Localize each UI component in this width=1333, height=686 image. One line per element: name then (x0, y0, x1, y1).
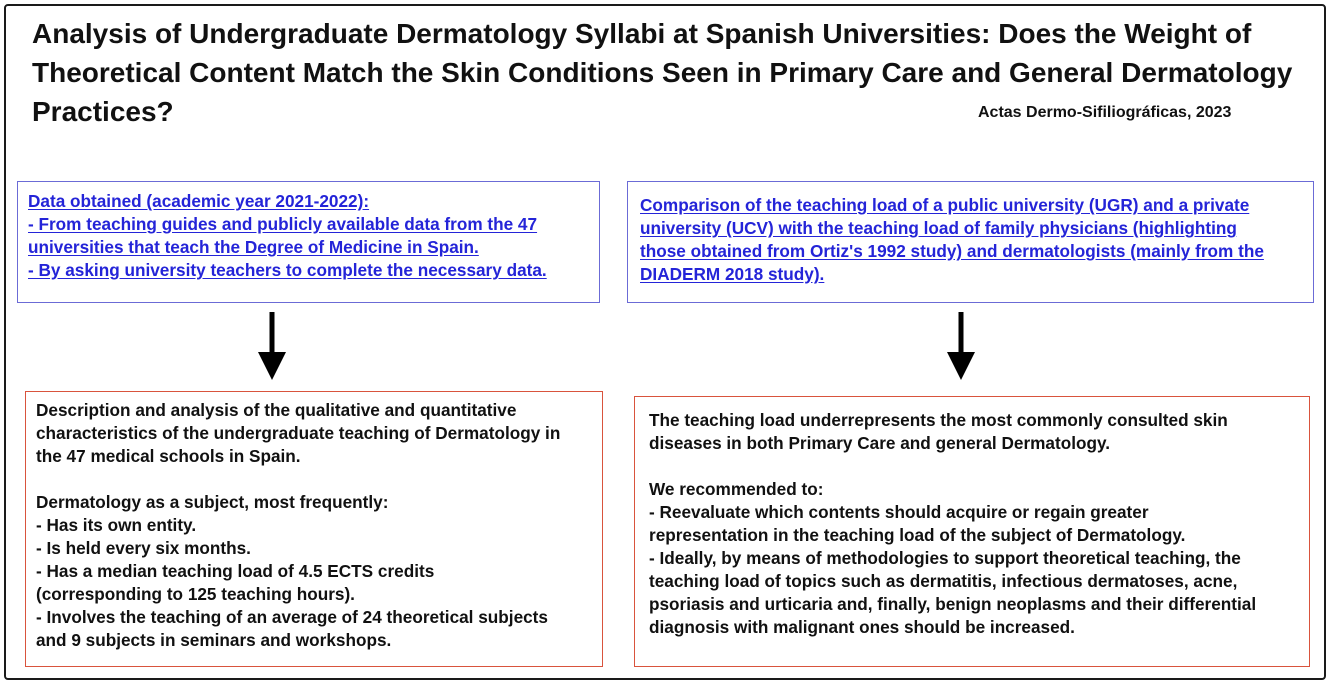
conclusion-line: The teaching load underrepresents the most commonly consulted skin (649, 410, 1228, 430)
page-title: Analysis of Undergraduate Dermatology Syllabi at Spanish Universities: Does the Weight of Theoretical Content Match the Skin Conditions Seen in Primary Care and General Dermatology Practices? (32, 18, 1293, 127)
comparison-line: university (UCV) with the teaching load of family physicians (highlighting (640, 218, 1237, 238)
recommendation-line: representation in the teaching load of the subject of Dermatology. (649, 525, 1186, 545)
comparison-line: DIADERM 2018 study). (640, 264, 825, 284)
findings-line: - Has a median teaching load of 4.5 ECTS credits (36, 561, 435, 581)
conclusion-line: diseases in both Primary Care and general Dermatology. (649, 433, 1111, 453)
recommendation-line: - Ideally, by means of methodologies to support theoretical teaching, the (649, 548, 1241, 568)
comparison-box (627, 181, 1314, 303)
findings-line: (corresponding to 125 teaching hours). (36, 584, 355, 604)
citation-source: Actas Dermo-Sifiliográficas, 2023 (978, 104, 1232, 121)
comparison-line: Comparison of the teaching load of a public university (UGR) and a private (640, 195, 1250, 215)
description-box (25, 391, 603, 667)
description-line: Description and analysis of the qualitative and quantitative (36, 400, 517, 420)
comparison-line: those obtained from Ortiz's 1992 study) and dermatologists (mainly from the (640, 241, 1264, 261)
recommendation-line: We recommended to: (649, 479, 824, 499)
recommendation-line: - Reevaluate which contents should acquire or regain greater (649, 502, 1149, 522)
spacer (649, 455, 1295, 478)
down-arrow-icon (252, 312, 292, 382)
findings-line: and 9 subjects in seminars and workshops. (36, 630, 392, 650)
findings-line: Dermatology as a subject, most frequently: (36, 492, 389, 512)
data-sources-line: universities that teach the Degree of Medicine in Spain. (28, 237, 479, 257)
data-sources-line: Data obtained (academic year 2021-2022): (28, 191, 370, 211)
data-sources-line: - By asking university teachers to complete the necessary data. (28, 260, 547, 280)
recommendation-line: teaching load of topics such as dermatitis, infectious dermatoses, acne, (649, 571, 1238, 591)
findings-line: - Has its own entity. (36, 515, 197, 535)
conclusion-box (634, 396, 1310, 667)
data-sources-box (17, 181, 600, 303)
description-line: the 47 medical schools in Spain. (36, 446, 301, 466)
data-sources-line: - From teaching guides and publicly available data from the 47 (28, 214, 538, 234)
findings-line: - Involves the teaching of an average of 24 theoretical subjects (36, 607, 548, 627)
findings-line: - Is held every six months. (36, 538, 251, 558)
description-line: characteristics of the undergraduate teaching of Dermatology in (36, 423, 561, 443)
spacer (36, 468, 592, 491)
recommendation-line: psoriasis and urticaria and, finally, benign neoplasms and their differential (649, 594, 1257, 614)
recommendation-line: diagnosis with malignant ones should be increased. (649, 617, 1075, 637)
down-arrow-icon (941, 312, 981, 382)
